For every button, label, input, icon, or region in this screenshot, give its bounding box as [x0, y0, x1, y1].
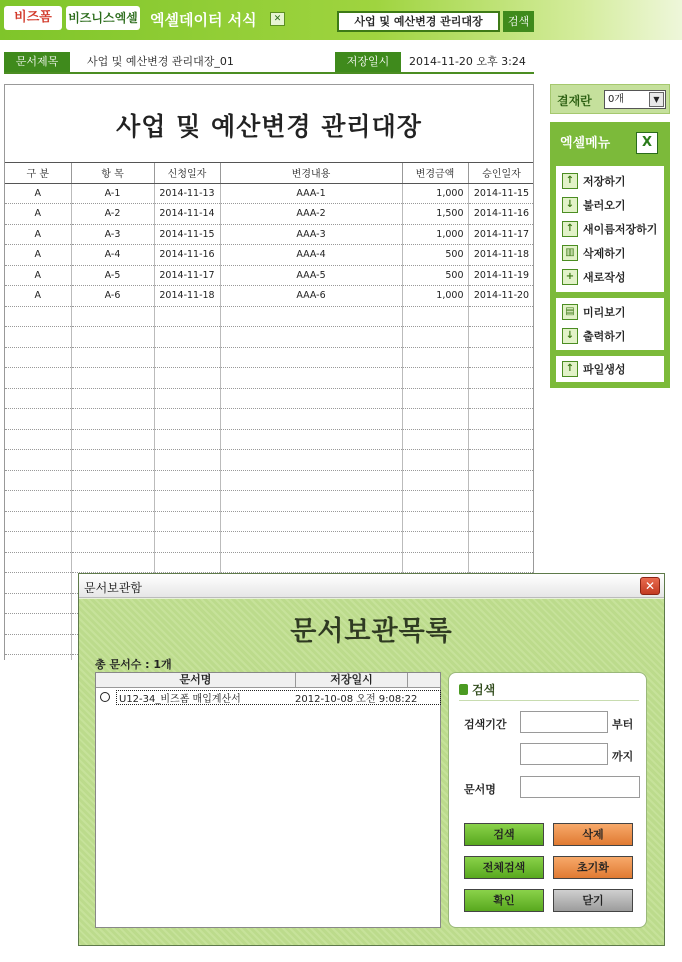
cell[interactable]	[71, 450, 154, 471]
cell[interactable]: A-6	[71, 286, 154, 307]
cell[interactable]: 2014-11-20	[468, 286, 534, 307]
empty-table-row[interactable]	[5, 470, 534, 491]
menu-item-label: 미리보기	[583, 306, 626, 319]
cell[interactable]: 2014-11-19	[468, 265, 534, 286]
cell[interactable]: AAA-1	[220, 183, 402, 204]
empty-table-row[interactable]	[5, 306, 534, 327]
cell[interactable]	[5, 388, 71, 409]
cell[interactable]	[5, 429, 71, 450]
create-file-icon: ↑	[562, 361, 578, 377]
close-icon[interactable]: ✕	[640, 577, 660, 595]
cell[interactable]: A-5	[71, 265, 154, 286]
app-title: 엑셀데이터 서식	[150, 11, 257, 29]
col-doc-name[interactable]: 문서명	[96, 673, 296, 688]
doc-title-label: 문서제목	[4, 52, 70, 72]
cell[interactable]	[468, 450, 534, 471]
cell[interactable]	[220, 306, 402, 327]
cell[interactable]	[468, 327, 534, 348]
cell[interactable]	[154, 511, 220, 532]
cell[interactable]	[468, 532, 534, 553]
empty-table-row[interactable]	[5, 327, 534, 348]
cell[interactable]: A	[5, 224, 71, 245]
cell[interactable]	[71, 347, 154, 368]
menu-group-create	[556, 356, 664, 382]
cell[interactable]: 1,500	[402, 204, 468, 225]
empty-table-row[interactable]	[5, 409, 534, 430]
start-date-input[interactable]	[520, 711, 608, 733]
to-label: 까지	[612, 750, 634, 763]
cell[interactable]	[5, 450, 71, 471]
cell[interactable]	[402, 552, 468, 573]
cell[interactable]	[71, 552, 154, 573]
chevron-down-icon[interactable]: ▼	[649, 92, 664, 107]
cell[interactable]: A-2	[71, 204, 154, 225]
cell[interactable]: 2014-11-18	[154, 286, 220, 307]
saved-time-value: 2014-11-20 오후 3:24	[409, 55, 526, 68]
list-item-name: U12-34_비즈폼 매입계산서	[119, 693, 241, 705]
new-menu-item[interactable]	[556, 265, 664, 289]
cell[interactable]	[402, 532, 468, 553]
cell[interactable]	[154, 429, 220, 450]
cell[interactable]: A	[5, 183, 71, 204]
approval-label: 결재란	[557, 94, 592, 108]
save-as-icon: ↑	[562, 221, 578, 237]
cell[interactable]: 2014-11-17	[154, 265, 220, 286]
cell[interactable]: AAA-6	[220, 286, 402, 307]
cell[interactable]: 2014-11-17	[468, 224, 534, 245]
cell[interactable]	[468, 511, 534, 532]
col-header: 변경내용	[220, 163, 402, 183]
excel-logo-icon: X	[636, 132, 658, 154]
cell[interactable]: A	[5, 286, 71, 307]
save-icon: ↑	[562, 173, 578, 189]
print-menu-item[interactable]	[556, 324, 664, 348]
save-menu-item[interactable]	[556, 169, 664, 193]
table-row[interactable]	[5, 183, 534, 204]
ok-button[interactable]: 확인	[464, 889, 544, 912]
end-date-input[interactable]	[520, 743, 608, 765]
cell[interactable]	[220, 368, 402, 389]
load-menu-item[interactable]	[556, 193, 664, 217]
radio-button[interactable]	[100, 692, 110, 702]
close-button[interactable]: 닫기	[553, 889, 633, 912]
cell[interactable]: AAA-4	[220, 245, 402, 266]
print-icon: ↓	[562, 328, 578, 344]
cell[interactable]: 2014-11-15	[154, 224, 220, 245]
cell[interactable]	[71, 368, 154, 389]
divider	[459, 700, 639, 701]
cell[interactable]: 1,000	[402, 286, 468, 307]
document-archive-dialog[interactable]	[78, 573, 665, 946]
table-row[interactable]	[5, 245, 534, 266]
search-button[interactable]: 검색	[464, 823, 544, 846]
preview-menu-item[interactable]	[556, 300, 664, 324]
cell[interactable]	[402, 368, 468, 389]
cell[interactable]	[154, 347, 220, 368]
cell[interactable]	[5, 409, 71, 430]
cell[interactable]	[468, 552, 534, 573]
cell[interactable]	[402, 327, 468, 348]
bizexcel-logo[interactable]: 비즈니스엑셀	[66, 6, 140, 30]
cell[interactable]	[71, 491, 154, 512]
cell[interactable]	[5, 470, 71, 491]
docname-label: 문서명	[464, 783, 496, 796]
col-header: 승인일자	[468, 163, 534, 183]
cell[interactable]	[154, 388, 220, 409]
cell[interactable]	[402, 306, 468, 327]
cell[interactable]: 2014-11-16	[468, 204, 534, 225]
cell[interactable]	[71, 532, 154, 553]
col-header: 항 목	[71, 163, 154, 183]
col-header: 변경금액	[402, 163, 468, 183]
cell[interactable]: A-3	[71, 224, 154, 245]
cell[interactable]	[154, 327, 220, 348]
cell[interactable]: 2014-11-18	[468, 245, 534, 266]
top-bar	[0, 0, 682, 40]
cell[interactable]: 2014-11-16	[154, 245, 220, 266]
cell[interactable]	[220, 347, 402, 368]
cell[interactable]	[154, 532, 220, 553]
cell[interactable]	[5, 306, 71, 327]
cell[interactable]	[5, 552, 71, 573]
cell[interactable]	[220, 409, 402, 430]
document-info-row	[4, 52, 534, 74]
menu-item-label: 파일생성	[583, 363, 626, 376]
search-all-button[interactable]: 전체검색	[464, 856, 544, 879]
reset-button[interactable]: 초기화	[553, 856, 633, 879]
document-count: 총 문서수 : 1개	[95, 658, 172, 671]
empty-table-row[interactable]	[5, 388, 534, 409]
cell[interactable]	[5, 491, 71, 512]
cell[interactable]	[154, 491, 220, 512]
cell[interactable]	[154, 552, 220, 573]
cell[interactable]	[5, 368, 71, 389]
cell[interactable]	[468, 368, 534, 389]
cell[interactable]	[402, 470, 468, 491]
cell[interactable]	[154, 450, 220, 471]
cell[interactable]	[220, 532, 402, 553]
cell[interactable]	[468, 491, 534, 512]
cell[interactable]: 2014-11-14	[154, 204, 220, 225]
create-file-menu-item[interactable]	[556, 357, 664, 381]
cell[interactable]	[5, 593, 71, 614]
cell[interactable]	[154, 409, 220, 430]
dialog-body	[79, 599, 664, 945]
cell[interactable]: 2014-11-13	[154, 183, 220, 204]
dialog-titlebar[interactable]	[79, 574, 664, 598]
menu-item-label: 새이름저장하기	[583, 223, 658, 236]
list-item-date: 2012-10-08 오전 9:08:22	[295, 693, 418, 705]
cell[interactable]: A	[5, 204, 71, 225]
bizform-logo[interactable]: 비즈폼	[4, 6, 62, 30]
empty-table-row[interactable]	[5, 491, 534, 512]
load-icon: ↓	[562, 197, 578, 213]
cell[interactable]	[402, 491, 468, 512]
search-title: 검색	[472, 683, 496, 697]
cell[interactable]	[71, 429, 154, 450]
dialog-title: 문서보관함	[84, 581, 142, 595]
cell[interactable]	[71, 327, 154, 348]
cell[interactable]	[5, 634, 71, 655]
empty-table-row[interactable]	[5, 347, 534, 368]
menu-group-file	[556, 166, 664, 292]
cell[interactable]	[220, 327, 402, 348]
empty-table-row[interactable]	[5, 450, 534, 471]
col-header: 신청일자	[154, 163, 220, 183]
menu-item-label: 새로작성	[583, 271, 626, 284]
cell[interactable]	[468, 429, 534, 450]
list-item-selection[interactable]	[116, 690, 441, 705]
cell[interactable]	[5, 511, 71, 532]
cell[interactable]	[402, 347, 468, 368]
period-label: 검색기간	[464, 718, 507, 731]
table-header-row	[5, 163, 534, 183]
approval-panel	[550, 84, 670, 114]
save-as-menu-item[interactable]	[556, 217, 664, 241]
docname-input[interactable]	[520, 776, 640, 798]
empty-table-row[interactable]	[5, 511, 534, 532]
cell[interactable]	[468, 306, 534, 327]
title-search-input[interactable]: 사업 및 예산변경 관리대장	[337, 11, 500, 32]
cell[interactable]: A	[5, 245, 71, 266]
cell[interactable]	[154, 368, 220, 389]
approval-select[interactable]	[604, 90, 666, 109]
cell[interactable]	[71, 306, 154, 327]
cell[interactable]: 500	[402, 245, 468, 266]
cell[interactable]	[71, 511, 154, 532]
cell[interactable]	[5, 347, 71, 368]
cell[interactable]	[71, 388, 154, 409]
search-bullet-icon	[459, 684, 468, 695]
cell[interactable]	[220, 552, 402, 573]
from-label: 부터	[612, 718, 634, 731]
cell[interactable]	[402, 511, 468, 532]
cell[interactable]	[5, 655, 71, 661]
list-header	[96, 673, 440, 688]
cell[interactable]: A	[5, 265, 71, 286]
cell[interactable]: 1,000	[402, 224, 468, 245]
cell[interactable]: 1,000	[402, 183, 468, 204]
cell[interactable]	[154, 470, 220, 491]
doc-title-value: 사업 및 예산변경 관리대장_01	[87, 55, 234, 68]
sheet-title: 사업 및 예산변경 관리대장	[5, 85, 533, 163]
saved-time-label: 저장일시	[335, 52, 401, 72]
cell[interactable]: AAA-5	[220, 265, 402, 286]
cell[interactable]: A-4	[71, 245, 154, 266]
cell[interactable]	[220, 470, 402, 491]
cell[interactable]: 500	[402, 265, 468, 286]
empty-table-row[interactable]	[5, 368, 534, 389]
empty-table-row[interactable]	[5, 429, 534, 450]
excel-menu-panel	[550, 122, 670, 388]
cell[interactable]	[5, 614, 71, 635]
search-header	[459, 681, 495, 698]
excel-icon: ✕	[270, 12, 285, 26]
cell[interactable]	[5, 573, 71, 594]
menu-group-print	[556, 298, 664, 350]
dialog-heading: 문서보관목록	[290, 616, 453, 647]
cell[interactable]	[468, 470, 534, 491]
cell[interactable]	[468, 347, 534, 368]
table-row[interactable]	[5, 286, 534, 307]
cell[interactable]	[402, 388, 468, 409]
delete-menu-item[interactable]	[556, 241, 664, 265]
excel-menu-title-text: 엑셀메뉴	[560, 136, 611, 151]
approval-select-value: 0개	[608, 94, 625, 105]
cell[interactable]: AAA-2	[220, 204, 402, 225]
cell[interactable]: AAA-3	[220, 224, 402, 245]
cell[interactable]	[5, 532, 71, 553]
trash-icon: ▥	[562, 245, 578, 261]
cell[interactable]	[5, 327, 71, 348]
cell[interactable]	[220, 450, 402, 471]
table-row[interactable]	[5, 265, 534, 286]
new-document-icon: +	[562, 269, 578, 285]
cell[interactable]	[402, 409, 468, 430]
delete-button[interactable]: 삭제	[553, 823, 633, 846]
cell[interactable]: A-1	[71, 183, 154, 204]
search-panel	[448, 672, 647, 928]
empty-table-row[interactable]	[5, 532, 534, 553]
preview-icon: ▤	[562, 304, 578, 320]
cell[interactable]	[154, 306, 220, 327]
list-item[interactable]	[96, 689, 440, 705]
menu-item-label: 삭제하기	[583, 247, 626, 260]
empty-table-row[interactable]	[5, 552, 534, 573]
cell[interactable]	[220, 511, 402, 532]
menu-item-label: 불러오기	[583, 199, 626, 212]
cell[interactable]	[402, 450, 468, 471]
cell[interactable]	[71, 409, 154, 430]
excel-menu-title	[550, 122, 670, 160]
cell[interactable]	[468, 409, 534, 430]
cell[interactable]	[402, 429, 468, 450]
table-row[interactable]	[5, 224, 534, 245]
menu-item-label: 저장하기	[583, 175, 626, 188]
cell[interactable]	[220, 491, 402, 512]
menu-item-label: 출력하기	[583, 330, 626, 343]
cell[interactable]	[220, 429, 402, 450]
cell[interactable]	[468, 388, 534, 409]
cell[interactable]	[71, 470, 154, 491]
table-row[interactable]	[5, 204, 534, 225]
col-header: 구 분	[5, 163, 71, 183]
col-saved-time[interactable]: 저장일시	[296, 673, 408, 688]
cell[interactable]: 2014-11-15	[468, 183, 534, 204]
cell[interactable]	[220, 388, 402, 409]
document-list[interactable]	[95, 672, 441, 928]
top-search-button[interactable]: 검색	[503, 11, 534, 32]
